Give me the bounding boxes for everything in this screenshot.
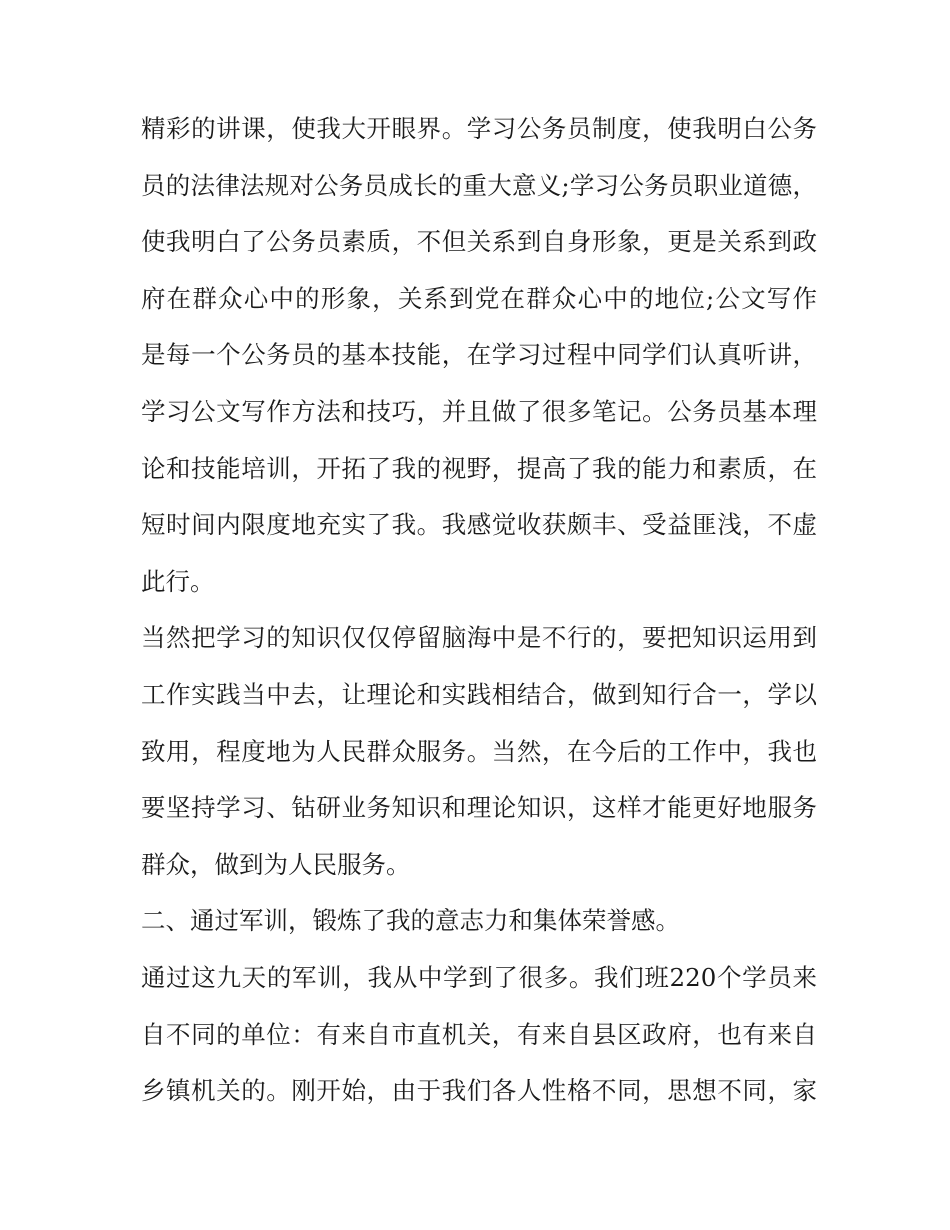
text-line-10: 当然把学习的知识仅仅停留脑海中是不行的，要把知识运用到 [141,623,817,653]
text-line-14: 群众，做到为人民服务。 [141,849,411,879]
text-line-7: 论和技能培训，开拓了我的视野，提高了我的能力和素质，在 [141,453,817,483]
text-line-4: 府在群众心中的形象，关系到党在群众心中的地位;公文写作 [141,283,817,313]
text-line-6: 学习公文写作方法和技巧，并且做了很多笔记。公务员基本理 [141,396,817,426]
text-line-3: 使我明白了公务员素质，不但关系到自身形象，更是关系到政 [141,227,817,257]
body-text [141,107,817,1126]
text-line-13: 要坚持学习、钻研业务知识和理论知识，这样才能更好地服务 [141,793,817,823]
text-line-9: 此行。 [141,566,215,596]
text-line-11: 工作实践当中去，让理论和实践相结合，做到知行合一，学以 [141,679,817,709]
text-line-2: 员的法律法规对公务员成长的重大意义;学习公务员职业道德， [141,170,817,200]
text-line-8: 短时间内限度地充实了我。我感觉收获颇丰、受益匪浅，不虚 [141,510,817,540]
text-line-17: 自不同的单位：有来自市直机关，有来自县区政府，也有来自 [141,1019,817,1049]
text-line-1: 精彩的讲课，使我大开眼界。学习公务员制度，使我明白公务 [141,114,817,143]
section-heading: 二、通过军训，锻炼了我的意志力和集体荣誉感。 [141,906,680,936]
text-line-18: 乡镇机关的。刚开始，由于我们各人性格不同，思想不同，家 [141,1076,817,1106]
text-line-16: 通过这九天的军训，我从中学到了很多。我们班220个学员来 [141,962,817,992]
text-line-5: 是每一个公务员的基本技能，在学习过程中同学们认真听讲， [141,340,817,370]
text-line-12: 致用，程度地为人民群众服务。当然，在今后的工作中，我也 [141,736,817,766]
